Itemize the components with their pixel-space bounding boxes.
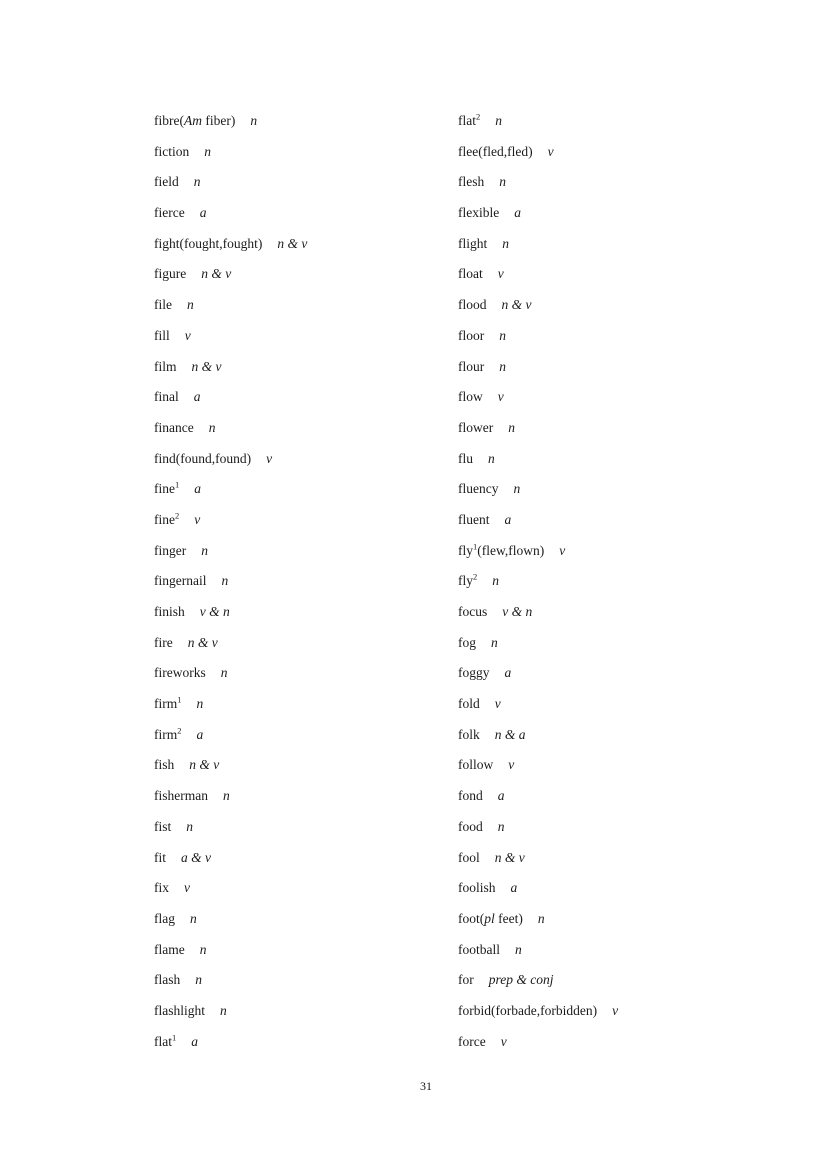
headword <box>154 911 175 926</box>
headword <box>154 328 170 343</box>
pos-label: v <box>494 696 501 712</box>
pos-label: a <box>196 726 204 742</box>
headword-text: foolish <box>458 880 496 896</box>
headword-text: fly <box>458 573 473 589</box>
headword-text: finance <box>154 419 194 435</box>
vocab-entry <box>154 444 474 475</box>
vocab-entry <box>154 935 474 966</box>
vocab-entry <box>458 198 778 229</box>
headword <box>458 819 483 834</box>
headword <box>154 850 166 865</box>
vocab-entry <box>154 137 474 168</box>
headword <box>458 972 474 987</box>
headword-text: field <box>154 174 179 190</box>
pos-label: a <box>194 481 201 497</box>
vocab-column-left <box>154 106 474 1057</box>
headword-text: fix <box>154 880 169 896</box>
headword <box>154 788 208 803</box>
vocab-entry <box>154 843 474 874</box>
headword-text: Am <box>183 113 202 128</box>
headword <box>458 604 487 619</box>
headword <box>154 481 179 496</box>
vocab-entry <box>154 413 474 444</box>
headword <box>154 819 171 834</box>
headword <box>154 205 185 220</box>
headword <box>458 297 487 312</box>
headword-text: fish <box>154 757 175 773</box>
vocab-entry <box>154 167 474 198</box>
headword <box>458 389 483 404</box>
pos-label: a <box>191 1033 198 1049</box>
pos-label: v & n <box>199 604 230 619</box>
headword-text: fist <box>154 818 172 834</box>
pos-label: n & v <box>187 634 218 650</box>
vocab-entry <box>154 290 474 321</box>
pos-label: n <box>220 1002 227 1018</box>
headword <box>154 1034 176 1049</box>
vocab-entry <box>458 996 778 1027</box>
pos-label: n <box>250 113 258 128</box>
headword-text: foot( <box>458 910 485 926</box>
headword-text: flexible <box>458 205 500 221</box>
headword-text: football <box>458 941 500 957</box>
vocab-entry <box>458 1027 778 1058</box>
headword-text: folk <box>458 726 480 742</box>
headword-text: fiction <box>154 143 190 159</box>
vocab-entry <box>154 720 474 751</box>
vocab-entry <box>458 352 778 383</box>
vocab-entry <box>458 321 778 352</box>
pos-label: n <box>201 542 208 558</box>
headword-text: flag <box>154 910 175 926</box>
headword-text: flat <box>458 113 476 128</box>
vocab-entry <box>154 597 474 628</box>
vocab-entry <box>458 382 778 413</box>
headword-text: floor <box>458 327 485 343</box>
headword-text: flee(fled,fled) <box>458 143 533 159</box>
vocab-entry <box>458 843 778 874</box>
vocab-entry <box>154 965 474 996</box>
headword <box>458 236 487 251</box>
headword <box>458 696 480 711</box>
pos-label: n <box>220 665 228 681</box>
vocab-column-right <box>458 106 778 1057</box>
pos-label: a & v <box>181 849 211 865</box>
pos-label: n <box>196 696 204 712</box>
headword-text: fine <box>154 511 175 527</box>
headword <box>154 297 172 312</box>
pos-label: n <box>488 450 495 466</box>
headword <box>154 174 179 189</box>
headword <box>458 420 493 435</box>
headword-text: fond <box>458 788 483 804</box>
pos-label: a <box>504 665 512 681</box>
vocab-entry <box>154 536 474 567</box>
pos-label: n <box>204 143 211 159</box>
headword <box>458 113 480 128</box>
headword-text: firm <box>154 726 178 742</box>
pos-label: v <box>547 143 554 159</box>
headword <box>458 328 484 343</box>
pos-label: n & v <box>191 358 222 374</box>
headword-text: force <box>458 1033 486 1049</box>
headword-text: flight <box>458 235 488 251</box>
pos-label: v <box>500 1033 507 1049</box>
pos-label: n <box>497 818 505 834</box>
headword <box>154 573 206 588</box>
headword-text: flesh <box>458 174 485 190</box>
pos-label: n <box>515 941 522 957</box>
pos-label: v <box>497 389 504 405</box>
headword-text: fingernail <box>154 573 207 589</box>
vocab-entry <box>154 566 474 597</box>
vocab-entry <box>458 597 778 628</box>
headword <box>458 1003 597 1018</box>
headword-superscript: 1 <box>175 479 180 490</box>
pos-label: n <box>502 235 509 251</box>
vocab-entry <box>154 505 474 536</box>
vocab-entry <box>154 873 474 904</box>
pos-label: v <box>184 880 190 896</box>
headword <box>458 850 480 865</box>
headword <box>154 144 189 159</box>
headword-text: fireworks <box>154 665 206 681</box>
headword-superscript: 2 <box>476 111 481 122</box>
headword-text: fog <box>458 634 476 650</box>
vocab-entry <box>458 628 778 659</box>
headword <box>154 113 235 128</box>
headword-text: (flew,flown) <box>477 542 545 558</box>
headword-text: fine <box>154 481 175 497</box>
headword <box>154 236 262 251</box>
pos-label: v & n <box>502 604 533 619</box>
vocab-entry <box>458 904 778 935</box>
pos-label: a <box>514 205 521 221</box>
headword-text: focus <box>458 604 488 619</box>
headword-text: firm <box>154 696 178 712</box>
vocab-entry <box>458 935 778 966</box>
headword-text: fold <box>458 696 480 712</box>
vocab-entry <box>458 259 778 290</box>
pos-label: n <box>499 327 506 343</box>
vocab-entry <box>154 904 474 935</box>
page-number: 31 <box>420 1079 432 1093</box>
pos-label: a <box>497 788 505 804</box>
headword <box>154 451 251 466</box>
vocab-entry <box>458 781 778 812</box>
vocab-entry <box>458 229 778 260</box>
headword <box>154 942 185 957</box>
headword <box>458 174 484 189</box>
headword <box>154 389 179 404</box>
headword-text: follow <box>458 757 494 773</box>
headword-text: fill <box>154 327 170 343</box>
pos-label: n <box>537 910 545 926</box>
headword-text: flood <box>458 297 487 313</box>
headword-text: flow <box>458 389 483 405</box>
vocab-entry <box>458 750 778 781</box>
vocab-entry <box>458 566 778 597</box>
headword <box>154 972 180 987</box>
pos-label: v <box>508 757 515 773</box>
headword-superscript: 2 <box>473 571 478 582</box>
vocab-entry <box>458 720 778 751</box>
headword-text: fiber) <box>201 113 236 128</box>
vocab-entry <box>154 198 474 229</box>
headword-text: feet) <box>494 910 523 926</box>
pos-label: n <box>508 419 515 435</box>
pos-label: n & v <box>277 235 308 251</box>
headword <box>458 1034 486 1049</box>
headword <box>154 880 169 895</box>
headword-text: for <box>458 972 474 988</box>
vocab-entry <box>154 106 474 137</box>
headword-text: foggy <box>458 665 490 681</box>
vocab-entry <box>458 413 778 444</box>
headword <box>458 266 483 281</box>
pos-label: v <box>184 327 191 343</box>
pos-label: n <box>495 113 502 128</box>
pos-label: a <box>504 511 512 527</box>
headword-text: figure <box>154 266 187 282</box>
headword-text: food <box>458 818 483 834</box>
headword <box>154 604 185 619</box>
pos-label: n <box>187 297 194 313</box>
headword-text: file <box>154 297 172 313</box>
headword-text: pl <box>484 910 495 926</box>
headword-text: float <box>458 266 483 282</box>
pos-label: v <box>612 1002 619 1018</box>
headword-text: fly <box>458 542 473 558</box>
vocab-entry <box>458 167 778 198</box>
vocab-entry <box>154 259 474 290</box>
pos-label: n & v <box>189 757 220 773</box>
pos-label: a <box>193 389 201 405</box>
headword <box>458 205 499 220</box>
vocab-entry <box>154 1027 474 1058</box>
vocab-entry <box>458 812 778 843</box>
vocab-entry <box>154 689 474 720</box>
vocab-entry <box>154 750 474 781</box>
headword <box>458 144 533 159</box>
headword-superscript: 2 <box>175 510 180 521</box>
headword <box>154 512 179 527</box>
headword <box>458 573 477 588</box>
headword-text: finish <box>154 604 185 619</box>
vocab-entry <box>154 321 474 352</box>
vocab-entry <box>154 474 474 505</box>
vocab-entry <box>458 689 778 720</box>
pos-label: n <box>199 941 207 957</box>
headword <box>154 1003 205 1018</box>
headword-text: forbid(forbade,forbidden) <box>458 1002 598 1018</box>
pos-label: a <box>510 880 518 896</box>
headword-text: fit <box>154 849 166 865</box>
pos-label: v <box>266 450 273 466</box>
headword-text: film <box>154 358 177 374</box>
pos-label: n & v <box>501 297 532 313</box>
headword-text: flat <box>154 1033 172 1049</box>
headword-text: fire <box>154 634 173 650</box>
vocab-entry <box>458 444 778 475</box>
headword <box>154 635 173 650</box>
pos-label: v <box>497 266 504 282</box>
pos-label: n <box>186 818 194 834</box>
vocab-entry <box>458 965 778 996</box>
pos-label: n <box>499 358 506 374</box>
headword <box>458 359 484 374</box>
headword-text: fool <box>458 849 480 865</box>
vocab-entry <box>154 658 474 689</box>
headword-text: flour <box>458 358 485 374</box>
headword <box>458 451 473 466</box>
headword-text: flu <box>458 450 473 466</box>
vocab-entry <box>458 536 778 567</box>
headword-superscript: 1 <box>172 1032 177 1043</box>
headword <box>458 757 493 772</box>
vocab-entry <box>458 873 778 904</box>
headword <box>458 788 483 803</box>
vocab-entry <box>154 996 474 1027</box>
headword-text: flash <box>154 972 181 988</box>
headword <box>154 266 186 281</box>
vocab-entry <box>154 382 474 413</box>
headword <box>154 665 206 680</box>
headword-text: finger <box>154 542 187 558</box>
pos-label: n & v <box>201 266 232 282</box>
headword <box>458 665 490 680</box>
headword <box>154 696 182 711</box>
headword <box>154 359 177 374</box>
vocab-entry <box>154 229 474 260</box>
headword <box>458 635 476 650</box>
pos-label: n <box>221 573 229 589</box>
headword-text: fight(fought,fought) <box>154 235 263 251</box>
pos-label: n & v <box>494 849 525 865</box>
headword-text: fisherman <box>154 788 208 804</box>
headword <box>458 942 500 957</box>
headword <box>154 543 186 558</box>
pos-label: v <box>194 511 201 527</box>
pos-label: n <box>222 788 230 804</box>
headword <box>458 481 498 496</box>
headword-text: flame <box>154 941 185 957</box>
headword-text: flower <box>458 419 494 435</box>
headword-text: flashlight <box>154 1002 205 1018</box>
headword-text: fluent <box>458 511 490 527</box>
pos-label: n <box>491 634 498 650</box>
headword-superscript: 1 <box>177 694 182 705</box>
pos-label: v <box>559 542 566 558</box>
headword-text: find(found,found) <box>154 450 252 466</box>
pos-label: n <box>513 481 521 497</box>
pos-label: n <box>190 910 197 926</box>
vocab-entry <box>458 106 778 137</box>
pos-label: n <box>492 573 499 589</box>
headword-superscript: 1 <box>473 541 478 552</box>
headword-text: fluency <box>458 481 499 497</box>
vocab-entry <box>154 352 474 383</box>
vocab-entry <box>154 781 474 812</box>
headword-text: fibre( <box>154 113 184 128</box>
headword <box>458 911 523 926</box>
headword <box>154 727 182 742</box>
vocab-entry <box>458 137 778 168</box>
pos-label: prep & conj <box>488 972 554 988</box>
vocab-entry <box>458 505 778 536</box>
headword-text: fierce <box>154 205 185 221</box>
vocab-entry <box>458 290 778 321</box>
vocab-entry <box>154 628 474 659</box>
headword <box>154 420 194 435</box>
pos-label: n <box>499 174 506 190</box>
headword <box>458 543 544 558</box>
headword <box>154 757 174 772</box>
pos-label: n & a <box>494 726 526 742</box>
pos-label: n <box>195 972 202 988</box>
headword-superscript: 2 <box>177 725 182 736</box>
headword <box>458 880 496 895</box>
pos-label: n <box>193 174 201 190</box>
pos-label: n <box>208 419 216 435</box>
headword <box>458 727 480 742</box>
headword <box>458 512 490 527</box>
vocab-entry <box>154 812 474 843</box>
pos-label: a <box>199 205 207 221</box>
vocab-entry <box>458 474 778 505</box>
vocab-entry <box>458 658 778 689</box>
headword-text: final <box>154 389 179 405</box>
